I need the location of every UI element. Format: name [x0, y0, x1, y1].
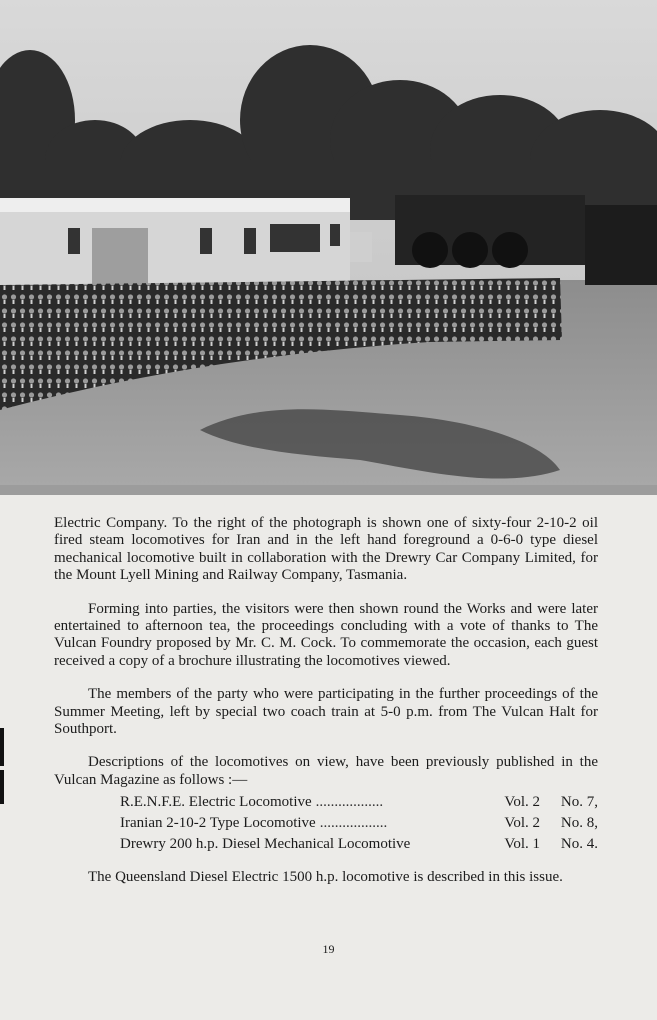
reference-title: Drewry 200 h.p. Diesel Mechanical Locomotive — [120, 836, 411, 853]
reference-number: No. 8, — [560, 815, 598, 832]
paragraph-2: Forming into parties, the visitors were then shown round the Works and were later entertained to afternoon tea, the proceedings concluding with a vote of thanks to The Vulcan Foundry proposed by Mr. C. M. Cock. To commemorate the occasion, each guest received a copy of a brochure illustrating the locomotives viewed. — [54, 600, 598, 669]
paragraph-4: Descriptions of the locomotives on view, have been previously published in the Vulcan Magazine as follows :— — [54, 754, 598, 788]
reference-volume: Vol. 1 — [504, 836, 540, 853]
binding-mark — [0, 770, 4, 804]
reference-title: Iranian 2-10-2 Type Locomotive — [120, 815, 316, 832]
reference-list — [120, 792, 598, 855]
paragraph-1: Electric Company. To the right of the photograph is shown one of sixty-four 2-10-2 oil fired steam locomotives for Iran and in the left hand foreground a 0-6-0 type diesel mechanical locomotive built in collaboration with the Drewry Car Company Limited, for the Mount Lyell Mining and Railway Company, Tasmania. — [54, 515, 598, 584]
reference-row — [120, 792, 598, 813]
binding-mark — [0, 728, 4, 766]
reference-number: No. 4. — [560, 836, 598, 853]
paragraph-3: The members of the party who were participating in the further proceedings of the Summer Meeting, left by special two coach train at 5-0 p.m. from The Vulcan Halt for Southport. — [54, 686, 598, 738]
page-number: 19 — [322, 942, 335, 956]
paragraph-5: The Queensland Diesel Electric 1500 h.p. locomotive is described in this issue. — [88, 869, 563, 886]
reference-volume: Vol. 2 — [504, 815, 540, 832]
photo-illustration — [0, 0, 657, 495]
reference-leader — [410, 834, 480, 855]
reference-title: R.E.N.F.E. Electric Locomotive — [120, 794, 312, 811]
group-photograph — [0, 0, 657, 495]
reference-leader: .................. — [319, 815, 388, 832]
reference-row — [120, 813, 598, 834]
reference-leader: .................. — [315, 794, 384, 811]
reference-number: No. 7, — [560, 794, 598, 811]
reference-row — [120, 834, 598, 855]
diesel-locomotive — [0, 198, 372, 288]
reference-volume: Vol. 2 — [504, 794, 540, 811]
article-text — [54, 515, 598, 887]
